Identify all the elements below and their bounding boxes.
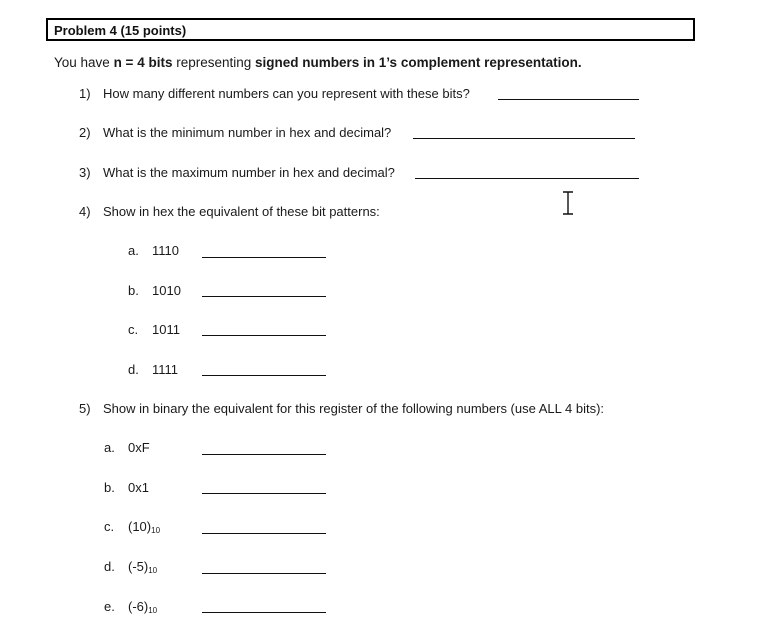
item-value: (-6) [128,599,149,614]
q4-answer-line-d[interactable] [202,375,326,376]
question-4 [79,204,380,219]
item-letter: c. [128,322,139,337]
item-letter: b. [104,480,115,495]
question-text: What is the maximum number in hex and decimal? [103,165,395,180]
item-value: 0x1 [128,480,149,495]
item-value: 1111 [152,362,179,377]
item-letter: d. [128,362,139,377]
base-subscript: 10 [148,566,158,575]
q5-item-e [104,599,157,615]
question-text: Show in binary the equivalent for this register of the following numbers (use ALL 4 bits): [103,401,605,416]
question-text: Show in hex the equivalent of these bit patterns: [103,204,380,219]
question-text: What is the minimum number in hex and decimal? [103,125,392,140]
q4-item-d [128,362,178,377]
q5-item-c [104,519,160,535]
item-value: (10) [128,519,152,534]
question-number: 3) [79,165,91,180]
item-value: (-5) [128,559,149,574]
item-value: 0xF [128,440,150,455]
item-letter: d. [104,559,115,574]
answer-line-3[interactable] [415,178,639,179]
intro-emphasis: signed numbers in 1’s complement representation. [255,55,582,70]
intro-text [54,55,582,70]
q4-item-a [128,243,179,258]
item-letter: b. [128,283,139,298]
problem-title: Problem 4 (15 points) [54,23,187,38]
question-2 [79,125,391,140]
q5-answer-line-e[interactable] [202,612,326,613]
item-letter: a. [128,243,139,258]
item-value: 1110 [152,243,179,258]
q4-answer-line-c[interactable] [202,335,326,336]
item-value: 1010 [152,283,181,298]
question-3 [79,165,395,180]
answer-line-1[interactable] [498,99,639,100]
intro-middle: representing [172,55,256,70]
q5-answer-line-d[interactable] [202,573,326,574]
problem-header [46,18,695,41]
item-letter: e. [104,599,115,614]
text-cursor-icon [560,190,576,216]
question-number: 4) [79,204,91,219]
question-1 [79,86,470,101]
q4-answer-line-b[interactable] [202,296,326,297]
q5-item-d [104,559,157,575]
question-5 [79,401,604,416]
q4-answer-line-a[interactable] [202,257,326,258]
question-number: 5) [79,401,91,416]
intro-bits: n = 4 bits [113,55,173,70]
intro-prefix: You have [54,55,114,70]
question-text: How many different numbers can you represent with these bits? [103,86,470,101]
question-number: 2) [79,125,91,140]
q5-answer-line-b[interactable] [202,493,326,494]
q5-answer-line-c[interactable] [202,533,326,534]
q5-answer-line-a[interactable] [202,454,326,455]
item-value: 1011 [152,322,180,337]
q5-item-b [104,480,149,495]
item-letter: a. [104,440,115,455]
answer-line-2[interactable] [413,138,635,139]
question-number: 1) [79,86,91,101]
q5-item-a [104,440,150,455]
item-letter: c. [104,519,115,534]
base-subscript: 10 [151,526,161,535]
q4-item-c [128,322,180,337]
base-subscript: 10 [148,606,158,615]
q4-item-b [128,283,181,298]
